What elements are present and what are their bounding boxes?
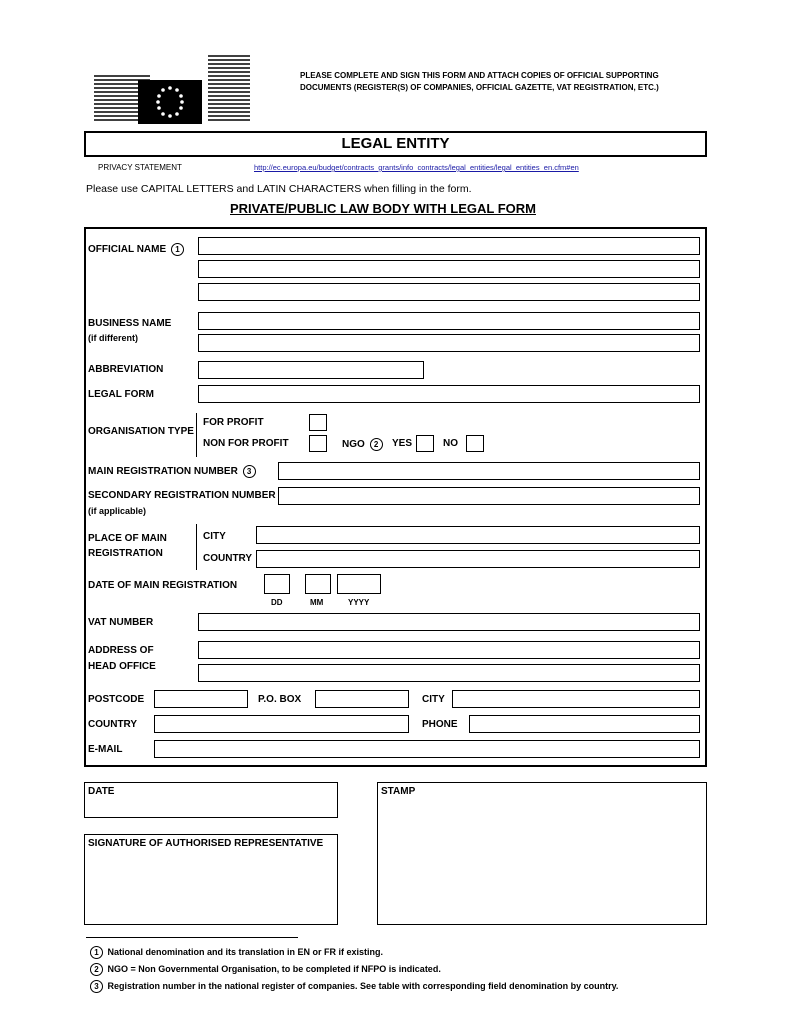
- address-field-1[interactable]: [198, 641, 700, 659]
- for-profit-label: FOR PROFIT: [203, 417, 264, 428]
- country-label: COUNTRY: [88, 719, 138, 730]
- address-label-2: HEAD OFFICE: [88, 661, 156, 672]
- po-box-field[interactable]: [315, 690, 409, 708]
- non-for-profit-label: NON FOR PROFIT: [203, 438, 289, 449]
- footnote-3-marker: 3: [243, 465, 256, 478]
- footnote-1: [88, 946, 383, 959]
- date-yyyy-label: YYYY: [348, 598, 370, 607]
- place-country-field[interactable]: [256, 550, 700, 568]
- footnote-1-number: 1: [90, 946, 103, 959]
- footnote-2: [88, 963, 441, 976]
- legal-form-field[interactable]: [198, 385, 700, 403]
- organisation-type-bracket: [196, 413, 197, 457]
- official-name-field-1[interactable]: [198, 237, 700, 255]
- date-mm-label: MM: [310, 598, 324, 607]
- ec-building-icon: [92, 50, 252, 126]
- privacy-statement-label: PRIVACY STATEMENT: [98, 163, 182, 172]
- no-label: NO: [443, 438, 458, 449]
- official-name-field-2[interactable]: [198, 260, 700, 278]
- date-dd-field[interactable]: [264, 574, 290, 594]
- ngo-text: NGO: [342, 439, 365, 451]
- phone-field[interactable]: [469, 715, 700, 733]
- instruction-line-1: PLEASE COMPLETE AND SIGN THIS FORM AND ATTACH COPIES OF OFFICIAL SUPPORTING: [300, 71, 659, 80]
- abbreviation-label: ABBREVIATION: [88, 364, 164, 375]
- phone-label: PHONE: [422, 719, 458, 730]
- date-main-reg-label: DATE OF MAIN REGISTRATION: [88, 580, 238, 591]
- po-box-label: P.O. BOX: [258, 694, 302, 705]
- city-label: CITY: [422, 694, 445, 705]
- place-city-label: CITY: [203, 531, 226, 542]
- business-name-label: BUSINESS NAME: [88, 318, 172, 329]
- date-box[interactable]: [84, 782, 338, 818]
- main-reg-number-field[interactable]: [278, 462, 700, 480]
- business-name-field-2[interactable]: [198, 334, 700, 352]
- postcode-field[interactable]: [154, 690, 248, 708]
- address-label-1: ADDRESS OF: [88, 645, 154, 656]
- ec-logo: [92, 50, 252, 126]
- form-subtitle: PRIVATE/PUBLIC LAW BODY WITH LEGAL FORM: [230, 201, 536, 216]
- date-mm-field[interactable]: [305, 574, 331, 594]
- legal-form-label: LEGAL FORM: [88, 389, 154, 400]
- place-main-reg-label-2: REGISTRATION: [88, 548, 163, 559]
- place-bracket: [196, 524, 197, 570]
- place-main-reg-label-1: PLACE OF MAIN: [88, 533, 167, 544]
- non-for-profit-checkbox[interactable]: [309, 435, 327, 452]
- footnote-1-text: National denomination and its translation in EN or FR if existing.: [107, 947, 384, 957]
- page-title: LEGAL ENTITY: [341, 135, 450, 152]
- instruction-line-2: DOCUMENTS (REGISTER(S) OF COMPANIES, OFFICIAL GAZETTE, VAT REGISTRATION, ETC.): [300, 83, 659, 92]
- place-city-field[interactable]: [256, 526, 700, 544]
- yes-label: YES: [392, 438, 413, 449]
- footnote-3-text: Registration number in the national register of companies. See table with corresponding field denomination by country.: [107, 981, 619, 991]
- title-box: [84, 131, 707, 157]
- secondary-reg-number-label: SECONDARY REGISTRATION NUMBER: [88, 490, 276, 501]
- stamp-box[interactable]: [377, 782, 707, 925]
- email-field[interactable]: [154, 740, 700, 758]
- secondary-reg-number-sub: (if applicable): [88, 506, 147, 516]
- ngo-yes-checkbox[interactable]: [416, 435, 434, 452]
- main-reg-number-label: [88, 465, 258, 478]
- stamp-box-label: STAMP: [381, 786, 416, 797]
- for-profit-checkbox[interactable]: [309, 414, 327, 431]
- footnote-1-marker: 1: [171, 243, 184, 256]
- footnote-2-marker: 2: [370, 438, 383, 451]
- footnote-divider: [86, 937, 298, 938]
- postcode-label: POSTCODE: [88, 694, 145, 705]
- footnote-2-number: 2: [90, 963, 103, 976]
- official-name-text: OFFICIAL NAME: [88, 244, 167, 256]
- vat-number-field[interactable]: [198, 613, 700, 631]
- capital-letters-note: Please use CAPITAL LETTERS and LATIN CHARACTERS when filling in the form.: [86, 183, 472, 195]
- date-yyyy-field[interactable]: [337, 574, 381, 594]
- footnote-3: [88, 980, 618, 993]
- footnote-3-number: 3: [90, 980, 103, 993]
- official-name-field-3[interactable]: [198, 283, 700, 301]
- date-dd-label: DD: [271, 598, 283, 607]
- address-field-2[interactable]: [198, 664, 700, 682]
- signature-box-label: SIGNATURE OF AUTHORISED REPRESENTATIVE: [88, 838, 324, 849]
- main-reg-number-text: MAIN REGISTRATION NUMBER: [88, 466, 238, 478]
- city-field[interactable]: [452, 690, 700, 708]
- secondary-reg-number-field[interactable]: [278, 487, 700, 505]
- ngo-no-checkbox[interactable]: [466, 435, 484, 452]
- country-field[interactable]: [154, 715, 409, 733]
- place-country-label: COUNTRY: [203, 553, 253, 564]
- footnote-2-text: NGO = Non Governmental Organisation, to be completed if NFPO is indicated.: [107, 964, 441, 974]
- organisation-type-label: ORGANISATION TYPE: [88, 426, 194, 437]
- vat-number-label: VAT NUMBER: [88, 617, 154, 628]
- privacy-statement-link[interactable]: http://ec.europa.eu/budget/contracts_grants/info_contracts/legal_entities/legal_entities_en.cfm#en: [254, 163, 579, 172]
- date-box-label: DATE: [88, 786, 115, 797]
- business-name-field-1[interactable]: [198, 312, 700, 330]
- business-name-sub: (if different): [88, 333, 138, 343]
- ngo-label: [342, 438, 385, 451]
- signature-box[interactable]: [84, 834, 338, 925]
- official-name-label: [88, 243, 186, 256]
- abbreviation-field[interactable]: [198, 361, 424, 379]
- email-label: E-MAIL: [88, 744, 123, 755]
